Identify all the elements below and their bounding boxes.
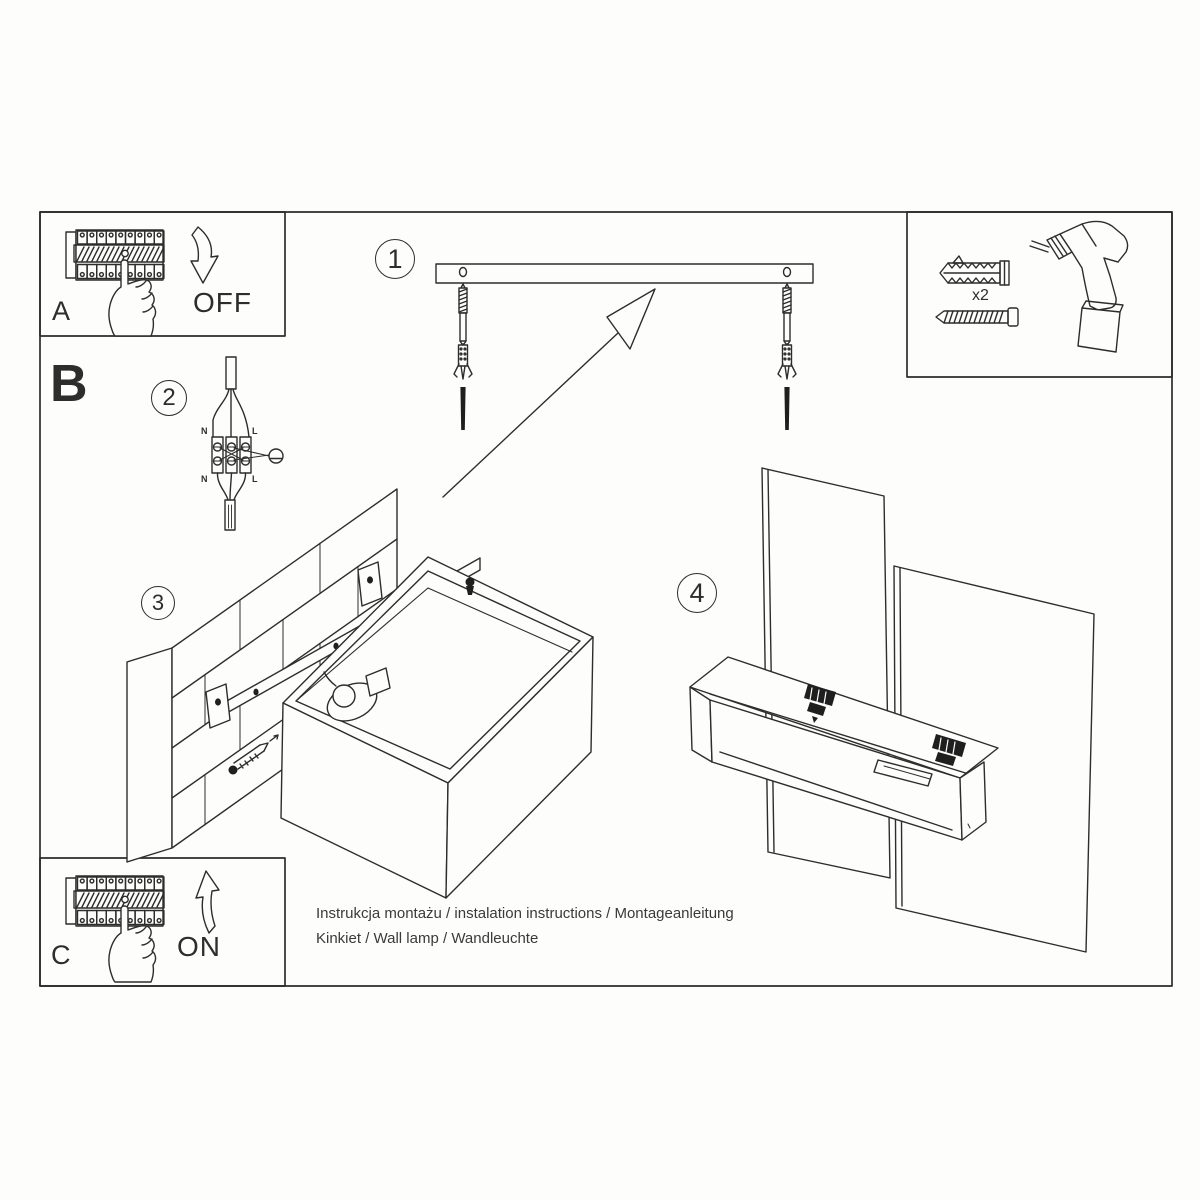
parts-box xyxy=(907,212,1172,377)
panel-a-label: A xyxy=(52,296,71,326)
off-label: OFF xyxy=(193,287,252,318)
wall-anchor-fastener xyxy=(454,284,472,430)
step-4-number: 4 xyxy=(689,577,705,608)
step-1-badge xyxy=(375,239,415,279)
screw-icon xyxy=(936,308,1018,326)
step-3-number: 3 xyxy=(151,590,165,615)
wall-anchor-fastener xyxy=(778,284,796,430)
footer-line-2: Kinkiet / Wall lamp / Wandleuchte xyxy=(316,930,539,947)
terminal-label-n-top: N xyxy=(201,426,208,436)
step2-wiring-diagram xyxy=(212,357,283,530)
terminal-label-l-bottom: L xyxy=(252,474,258,484)
terminal-block xyxy=(212,437,251,473)
step-1-number: 1 xyxy=(387,243,403,274)
footer-line-1: Instrukcja montażu / instalation instructions / Montageanleitung xyxy=(316,905,734,922)
terminal-label-n-bottom: N xyxy=(201,474,208,484)
step3-exploded-view xyxy=(127,489,593,898)
wall-plug-icon xyxy=(940,256,1009,285)
panel-c-label: C xyxy=(51,940,71,970)
section-b-label: B xyxy=(50,355,88,413)
terminal-label-l-top: L xyxy=(252,426,258,436)
breaker-panel-a-illustration xyxy=(66,230,164,336)
breaker-panel-c-illustration xyxy=(66,876,164,982)
step-2-badge xyxy=(151,380,187,416)
glass-panel-back xyxy=(762,468,890,878)
pointer-arrow xyxy=(443,289,655,497)
step-3-badge xyxy=(141,586,175,620)
step-4-badge xyxy=(677,573,717,613)
step4-assembled-lamp xyxy=(690,468,1094,952)
quantity-label: x2 xyxy=(972,287,989,304)
step-2-number: 2 xyxy=(162,384,176,411)
screwdriver-icon xyxy=(269,449,283,463)
footer-caption xyxy=(316,901,734,951)
drill-icon xyxy=(1030,221,1128,352)
off-arrow-icon xyxy=(191,227,218,283)
step1-mounting-bar xyxy=(436,264,813,430)
on-arrow-icon xyxy=(196,871,219,933)
on-label: ON xyxy=(177,931,221,962)
